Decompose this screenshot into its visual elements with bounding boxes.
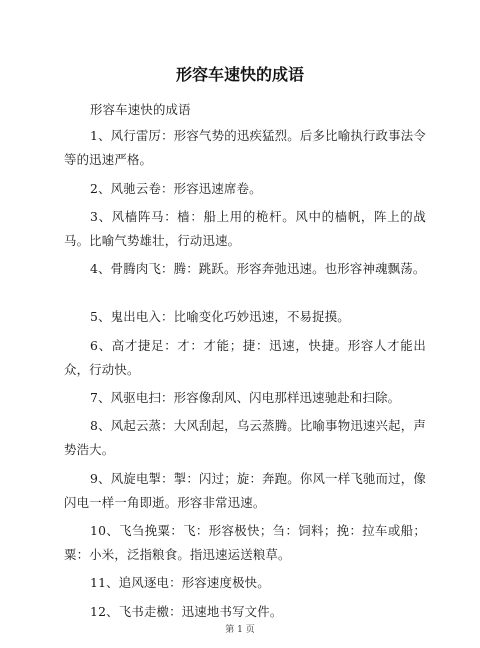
idiom-item: 7、风驱电扫：形容像刮风、闪电那样迅速驰赴和扫除。 xyxy=(90,390,401,406)
idiom-item: 9、风旋电掣：掣：闪过；旋：奔跑。你风一样飞驰而过，像闪电一样一角即逝。形容非常迅速。 xyxy=(64,470,426,510)
document-title: 形容车速快的成语 xyxy=(175,65,304,84)
idiom-item: 5、鬼出电入：比喻变化巧妙迅速，不易捉摸。 xyxy=(90,309,350,325)
idiom-item: 10、飞刍挽粟：飞：形容极快；刍：饲料；挽：拉车或船；粟：小米，泛指粮食。指迅速运送粮草。 xyxy=(64,523,426,563)
document-body xyxy=(64,98,426,628)
idiom-item: 3、风樯阵马：樯：船上用的桅杆。风中的樯帆，阵上的战马。比喻气势雄壮，行动迅速。 xyxy=(64,208,426,249)
idiom-item: 8、风起云蒸：大风刮起，乌云蒸腾。比喻事物迅速兴起，声势浩大。 xyxy=(64,418,426,458)
idiom-item: 12、飞书走檄：迅速地书写文件。 xyxy=(90,603,283,619)
idiom-item: 6、高才捷足：才：才能；捷：迅速，快捷。形容人才能出众，行动快。 xyxy=(64,337,426,377)
idiom-item: 2、风驰云卷：形容迅速席卷。 xyxy=(90,180,262,196)
idiom-item: 1、风行雷厉：形容气势的迅疾猛烈。后多比喻执行政事法令等的迅速严格。 xyxy=(64,128,426,168)
idiom-item: 4、骨腾肉飞：腾：跳跃。形容奔弛迅速。也形容神魂飘荡。 xyxy=(90,261,426,277)
document-subtitle: 形容车速快的成语 xyxy=(90,102,191,117)
blank-line xyxy=(64,285,426,305)
page-number: 第 1 页 xyxy=(225,625,255,635)
idiom-item: 11、追风逐电：形容速度极快。 xyxy=(90,575,270,591)
